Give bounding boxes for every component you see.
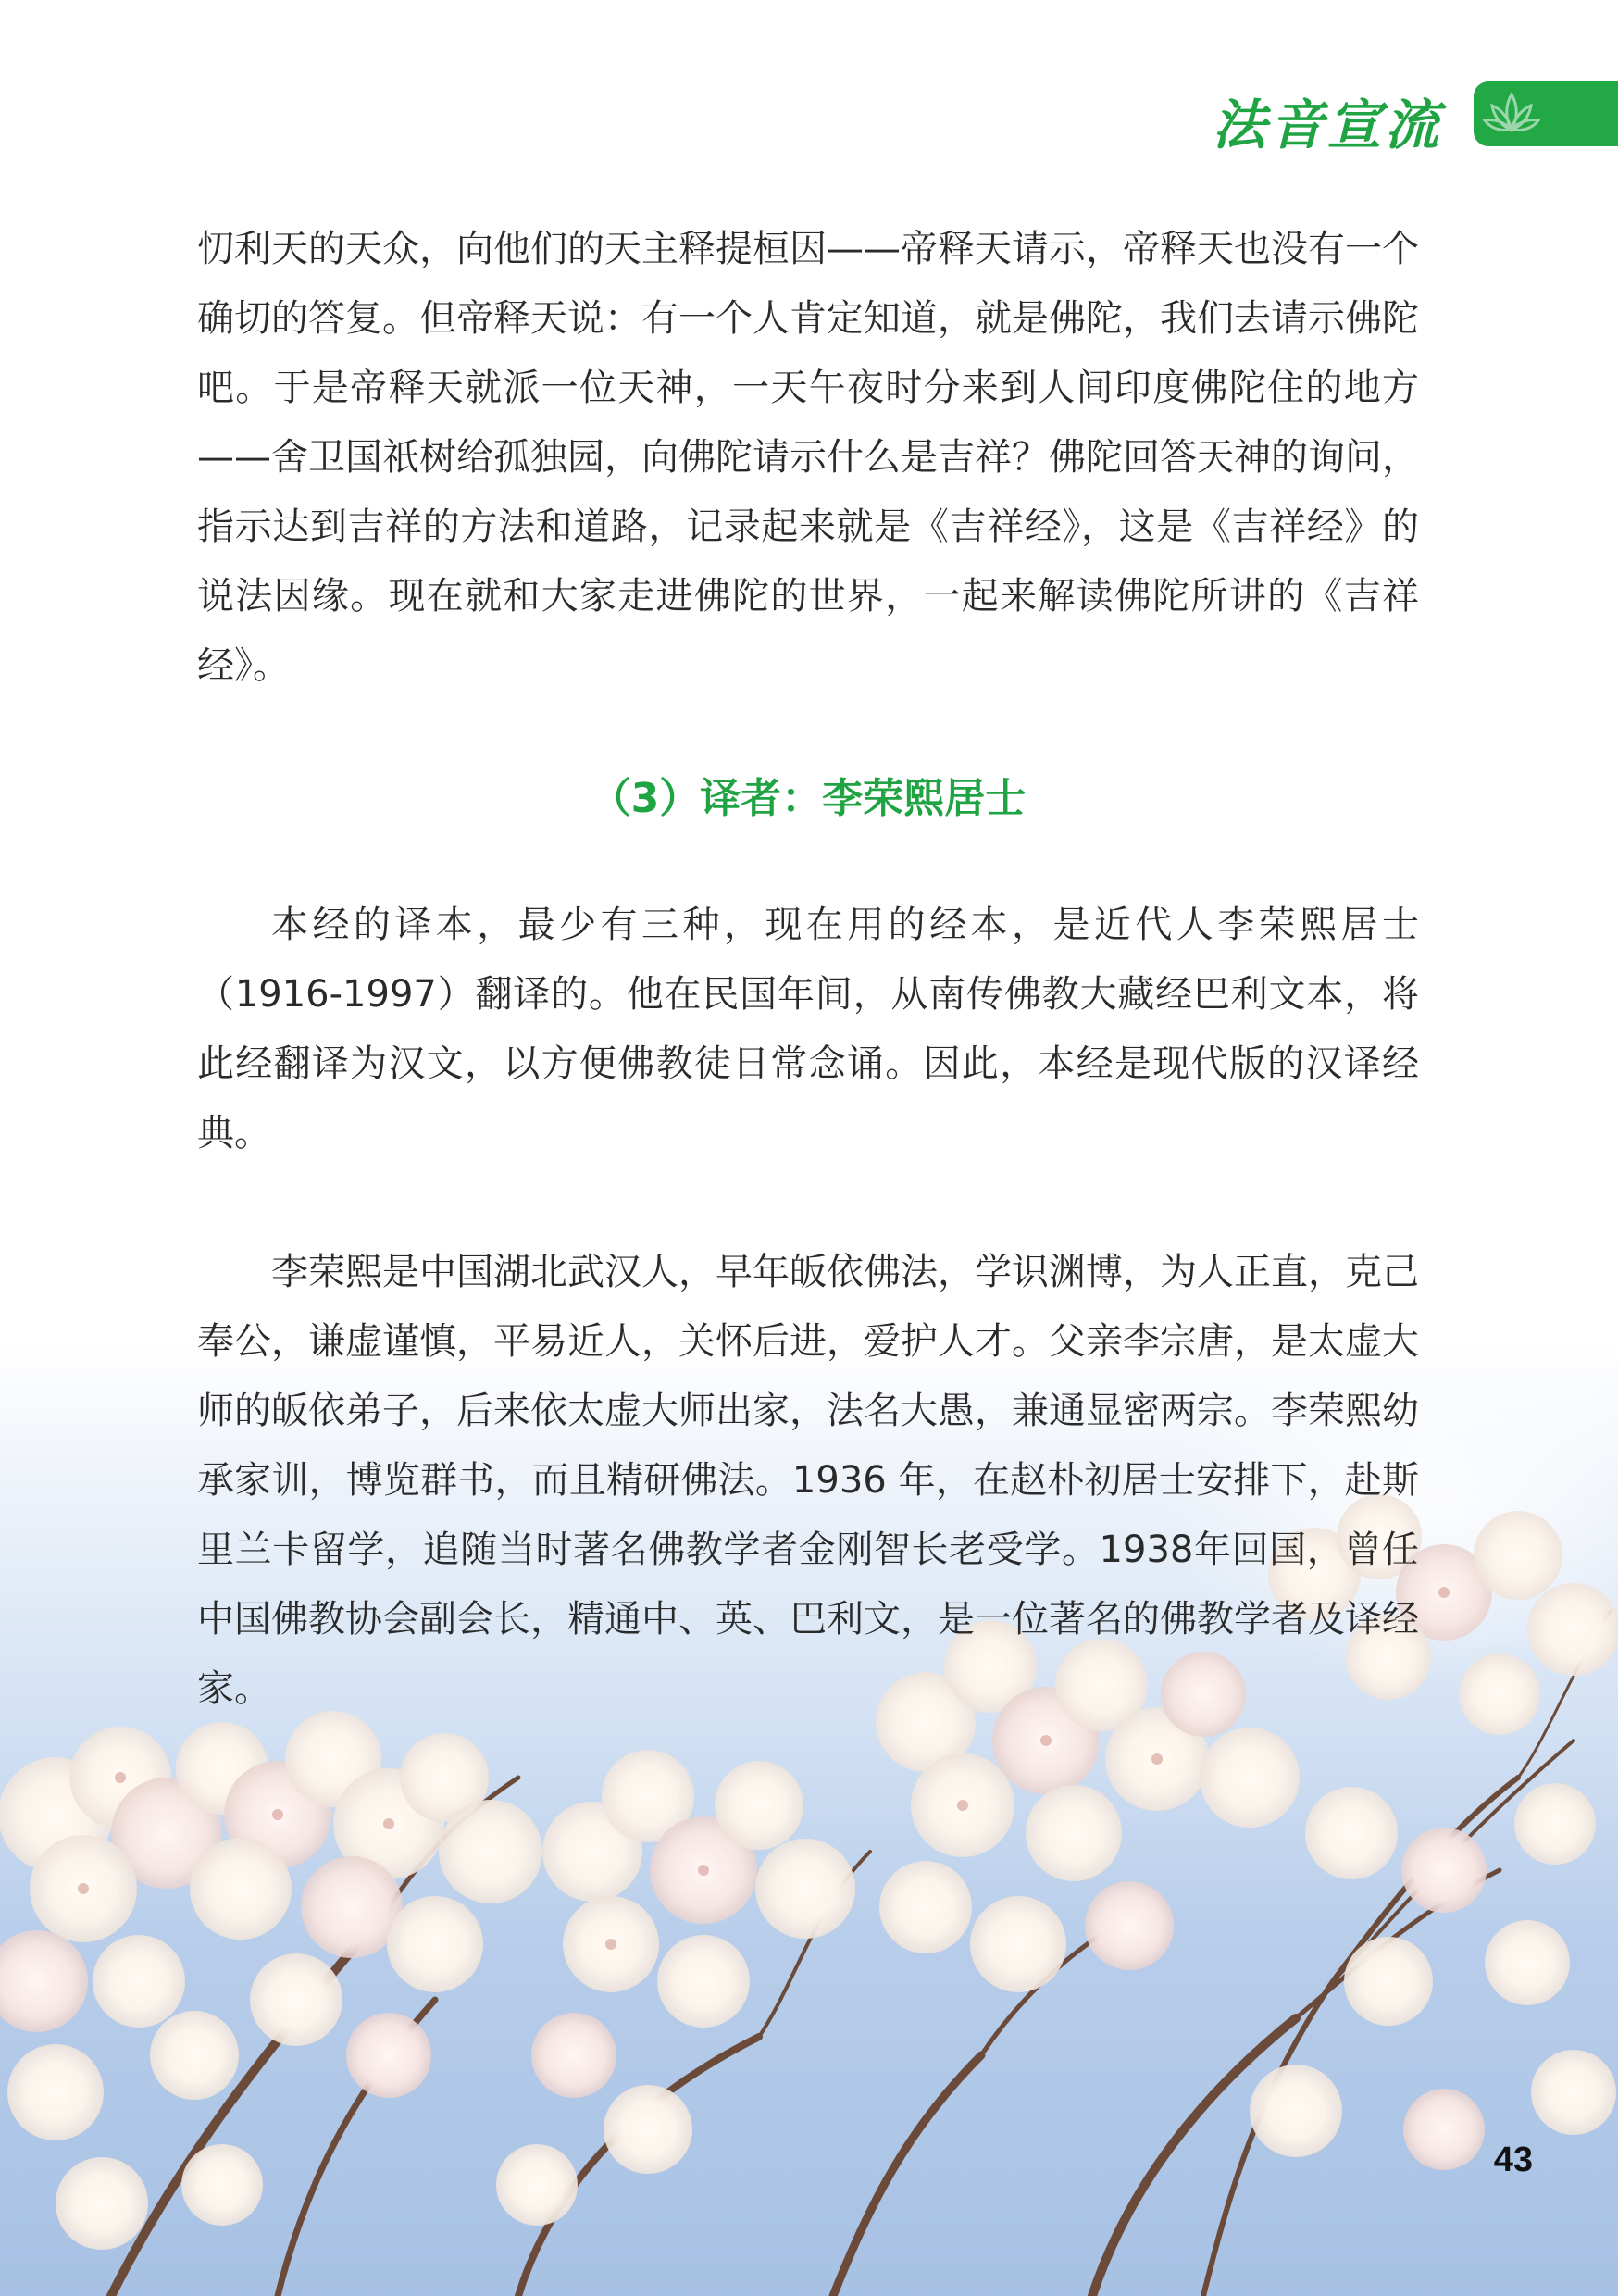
section-title: 法音宣流 <box>1212 94 1442 156</box>
paragraph: 李荣熙是中国湖北武汉人，早年皈依佛法，学识渊博，为人正直，克己奉公，谦虚谨慎，平易近人，关怀后进，爱护人才。父亲李宗唐，是太虚大师的皈依弟子，后来依太虚大师出家，法名大愚，兼通显密两宗。李荣熙幼承家训，博览群书，而且精研佛法。1936 年，在赵朴初居士安排下，赴斯里兰卡留学，追随当时著名佛教学者金刚智长老受学。1938年回国，曾任中国佛教协会副会长，精通中、英、巴利文，是一位著名的佛教学者及译经家。 <box>197 1251 1419 1710</box>
lotus-icon <box>1483 89 1540 139</box>
article-body <box>197 215 1419 1724</box>
paragraph: 忉利天的天众，向他们的天主释提桓因——帝释天请示，帝释天也没有一个确切的答复。但帝释天说：有一个人肯定知道，就是佛陀，我们去请示佛陀吧。于是帝释天就派一位天神，一天午夜时分来到人间印度佛陀住的地方——舍卫国祇树给孤独园，向佛陀请示什么是吉祥？佛陀回答天神的询问，指示达到吉祥的方法和道路，记录起来就是《吉祥经》，这是《吉祥经》的说法因缘。现在就和大家走进佛陀的世界，一起来解读佛陀所讲的《吉祥经》。 <box>197 228 1419 687</box>
header-accent-bar <box>1474 81 1618 146</box>
section-heading: （3）译者：李荣熙居士 <box>590 775 1027 822</box>
paragraph: 本经的译本，最少有三种，现在用的经本，是近代人李荣熙居士（1916-1997）翻译的。他在民国年间，从南传佛教大藏经巴利文本，将此经翻译为汉文，以方便佛教徒日常念诵。因此，本经是现代版的汉译经典。 <box>197 904 1419 1154</box>
page-number: 43 <box>1493 2140 1533 2179</box>
